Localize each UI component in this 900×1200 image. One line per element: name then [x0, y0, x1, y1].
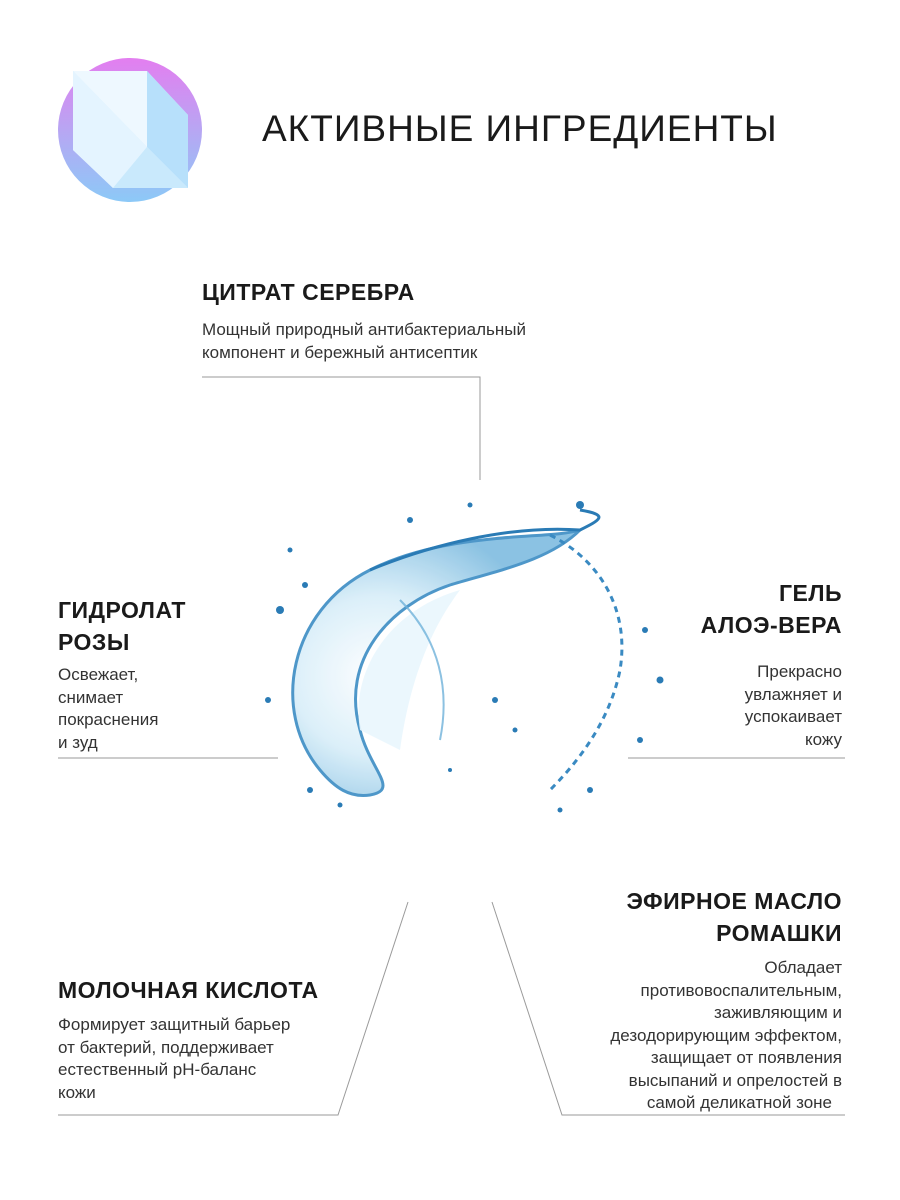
ingredient-description: Освежает, снимает покраснения и зуд	[58, 665, 159, 752]
ingredient-chamomile-oil	[610, 885, 842, 1115]
water-splash-icon	[250, 490, 690, 830]
ingredient-title: ГИДРОЛАТ РОЗЫ	[58, 597, 186, 655]
ingredient-description: Мощный природный антибактериальный компонент и бережный антисептик	[202, 320, 526, 362]
silver-citrate-connector	[202, 377, 480, 480]
ingredient-description: Обладает противовоспалительным, заживляющим и дезодорирующим эффектом, защищает от появления высыпаний и опрелостей в самой деликатной зоне	[610, 958, 842, 1112]
ingredient-rose-hydrolat	[58, 594, 186, 754]
ingredient-title: МОЛОЧНАЯ КИСЛОТА	[58, 977, 319, 1003]
ingredient-title: ГЕЛЬ АЛОЭ-ВЕРА	[700, 580, 842, 638]
ingredient-description: Формирует защитный барьер от бактерий, поддерживает естественный pH-баланс кожи	[58, 1015, 291, 1102]
page-title: АКТИВНЫЕ ИНГРЕДИЕНТЫ	[262, 108, 778, 149]
ingredient-lactic-acid	[58, 974, 319, 1104]
ingredient-title: ЦИТРАТ СЕРЕБРА	[202, 279, 415, 305]
ingredient-silver-citrate	[202, 276, 526, 364]
ingredient-title: ЭФИРНОЕ МАСЛО РОМАШКИ	[626, 888, 842, 946]
ingredient-description: Прекрасно увлажняет и успокаивает кожу	[744, 662, 842, 749]
ingredient-aloe-gel	[701, 577, 842, 751]
